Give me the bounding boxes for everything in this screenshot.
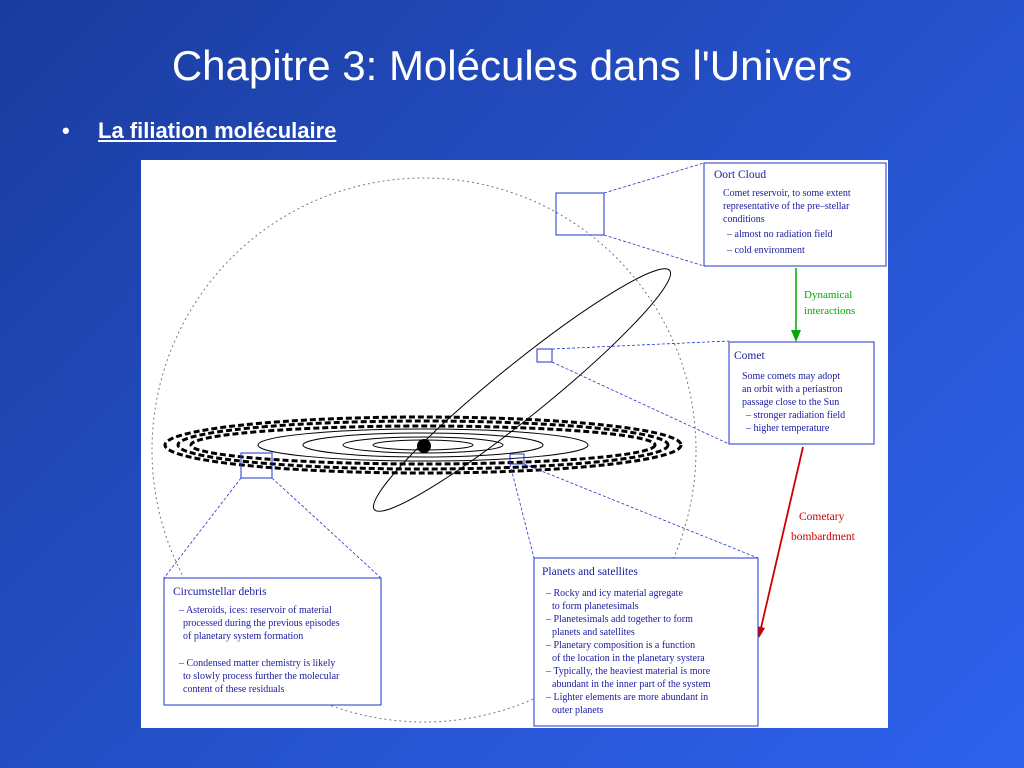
planets-line-3: – Planetesimals add together to form (546, 614, 693, 625)
planets-line-4: planets and satellites (552, 627, 635, 638)
cometary-label-2: bombardment (791, 531, 855, 543)
debris-line-5: – Condensed matter chemistry is likely (179, 658, 336, 669)
dynamical-label-2: interactions (804, 305, 856, 317)
planets-line-6: of the location in the planetary systera (552, 653, 705, 664)
oort-line-4: – almost no radiation field (727, 229, 833, 240)
debris-line-2: processed during the previous episodes (183, 618, 340, 629)
oort-line-5: – cold environment (727, 245, 805, 256)
comet-zoom-square (537, 349, 552, 362)
oort-zoom-square (556, 193, 604, 235)
comet-line-2: an orbit with a periastron (742, 384, 843, 395)
oort-line-2: representative of the pre–stellar (723, 201, 850, 212)
debris-line-6: to slowly process further the molecular (183, 671, 340, 682)
planets-heading: Planets and satellites (542, 566, 638, 578)
bullet-text[interactable]: La filiation moléculaire (98, 118, 337, 143)
planets-line-7: – Typically, the heaviest material is more (546, 666, 711, 677)
dynamical-label-1: Dynamical (804, 289, 853, 301)
diagram-figure (141, 160, 888, 728)
comet-line-4: – stronger radiation field (746, 410, 846, 421)
slide-title: Chapitre 3: Molécules dans l'Univers (171, 42, 853, 89)
connector-lines (164, 163, 758, 578)
debris-heading: Circumstellar debris (173, 586, 267, 598)
cometary-label-1: Cometary (799, 511, 845, 523)
planets-line-9: – Lighter elements are more abundant in (546, 692, 709, 703)
bullet-item (62, 118, 336, 144)
debris-line-7: content of these residuals (183, 684, 285, 695)
sun (417, 439, 431, 453)
comet-orbit (358, 250, 686, 530)
comet-line-5: – higher temperature (746, 423, 830, 434)
comet-line-3: passage close to the Sun (742, 397, 840, 408)
dynamical-arrow-head (791, 330, 801, 342)
planets-line-1: – Rocky and icy material agregate (546, 588, 683, 599)
oort-line-3: conditions (723, 214, 765, 225)
oort-cloud-heading: Oort Cloud (714, 169, 767, 181)
bullet-dot: • (62, 118, 70, 143)
debris-line-1: – Asteroids, ices: reservoir of material (179, 605, 332, 616)
planets-line-2: to form planetesimals (552, 601, 639, 612)
comet-line-1: Some comets may adopt (742, 371, 841, 382)
planets-line-10: outer planets (552, 705, 604, 716)
solar-system-diagram (141, 160, 888, 728)
oort-line-1: Comet reservoir, to some extent (723, 188, 851, 199)
planets-line-5: – Planetary composition is a function (546, 640, 696, 651)
debris-line-3: of planetary system formation (183, 631, 304, 642)
planets-line-8: abundant in the inner part of the system (552, 679, 711, 690)
comet-heading: Comet (734, 350, 765, 362)
